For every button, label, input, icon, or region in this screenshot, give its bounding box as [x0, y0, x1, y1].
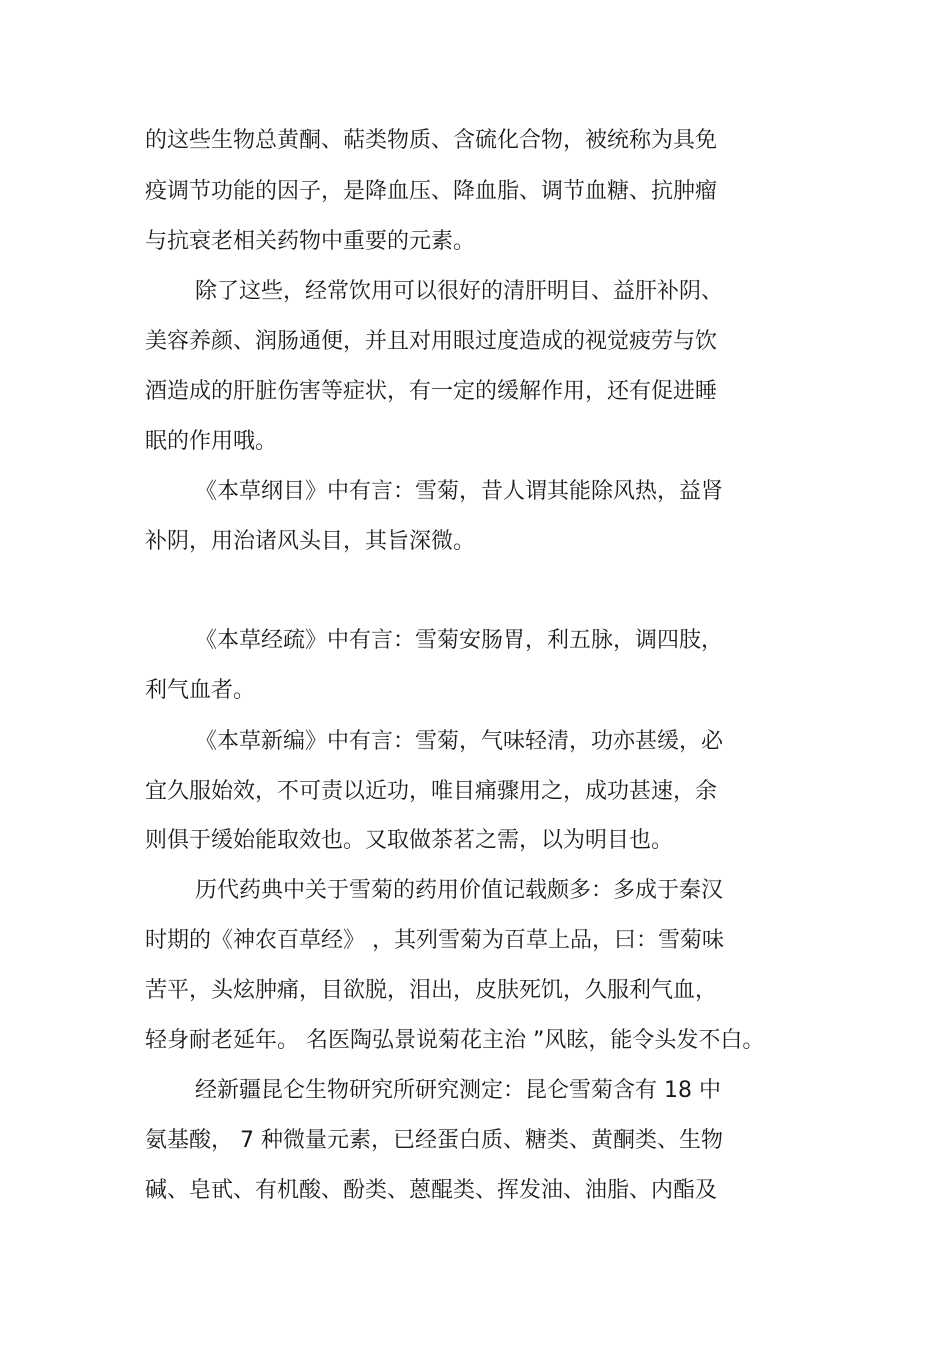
text-line-2: 疫调节功能的因子，是降血压、降血脂、调节血糖、抗肿瘤: [145, 179, 718, 204]
text-line-4: 除了这些，经常饮用可以很好的清肝明目、益肝补阴、: [195, 279, 724, 304]
text-line-3: 与抗衰老相关药物中重要的元素。: [145, 229, 476, 254]
text-line-14: 则俱于缓始能取效也。又取做茶茗之需，以为明目也。: [145, 828, 674, 853]
text-line-11: 利气血者。: [145, 678, 256, 703]
text-line-5: 美容养颜、润肠通便，并且对用眼过度造成的视觉疲劳与饮: [145, 329, 718, 354]
text-line-7: 眠的作用哦。: [145, 429, 278, 454]
text-line-18: 轻身耐老延年。 名医陶弘景说菊花主治 ”风眩，能令头发不白。: [145, 1028, 765, 1053]
text-line-21: 碱、皂甙、有机酸、酚类、蒽醌类、挥发油、油脂、内酯及: [145, 1178, 718, 1203]
text-line-12: 《本草新编》中有言：雪菊，气味轻清，功亦甚缓，必: [195, 729, 724, 754]
text-line-16: 时期的《神农百草经》 ，其列雪菊为百草上品，曰：雪菊味: [145, 928, 724, 953]
text-line-17: 苦平，头炫肿痛，目欲脱，泪出，皮肤死饥，久服利气血，: [145, 978, 718, 1003]
text-line-19: 经新疆昆仑生物研究所研究测定：昆仑雪菊含有 18 中: [195, 1078, 721, 1103]
text-line-13: 宜久服始效，不可责以近功，唯目痛骤用之，成功甚速，余: [145, 779, 718, 804]
text-line-15: 历代药典中关于雪菊的药用价值记载颇多：多成于秦汉: [195, 878, 724, 903]
text-line-20: 氨基酸， 7 种微量元素，已经蛋白质、糖类、黄酮类、生物: [145, 1128, 723, 1153]
text-line-1: 的这些生物总黄酮、萜类物质、含硫化合物，被统称为具免: [145, 128, 718, 153]
text-line-8: 《本草纲目》中有言：雪菊，昔人谓其能除风热，益肾: [195, 479, 724, 504]
text-line-9: 补阴，用治诸风头目，其旨深微。: [145, 529, 476, 554]
text-line-10: 《本草经疏》中有言：雪菊安肠胃，利五脉，调四肢，: [195, 628, 724, 653]
text-line-6: 酒造成的肝脏伤害等症状，有一定的缓解作用，还有促进睡: [145, 379, 718, 404]
